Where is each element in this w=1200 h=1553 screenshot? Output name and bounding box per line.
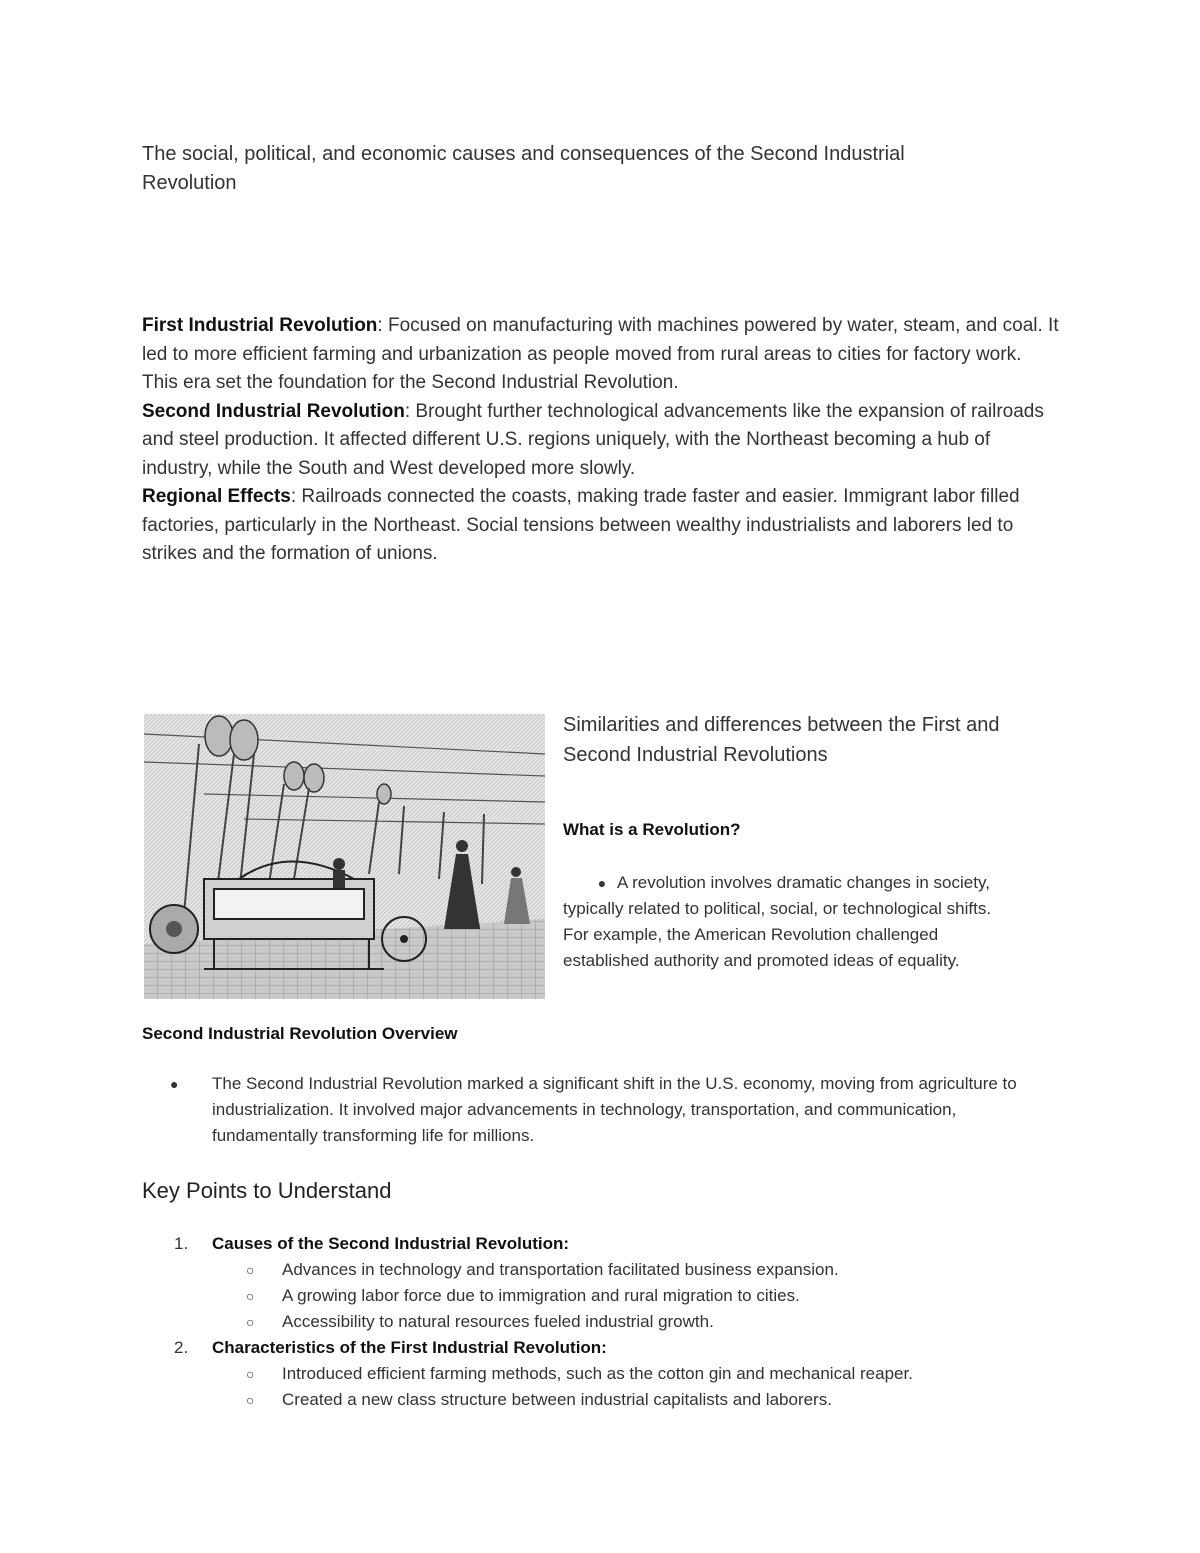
revolution-sidebar <box>563 710 1043 970</box>
list-number: 1. <box>174 1234 189 1253</box>
sub-list-item <box>142 1257 1082 1283</box>
intro-text: : Focused on manufacturing with machines powered by water, steam, and coal. It led to more efficient farming and urbanization as people moved from rural areas to cities for factory work. This era set the foundation for the Second Industrial Revolution. <box>142 315 1059 393</box>
key-point-item <box>142 1231 1082 1257</box>
page-title: The social, political, and economic causes and consequences of the Second Industrial Revolution <box>142 143 905 194</box>
key-points-list <box>142 1231 1082 1413</box>
sub-list-item <box>142 1283 1082 1309</box>
intro-section <box>142 312 1062 569</box>
intro-term: First Industrial Revolution <box>142 315 378 336</box>
bullet-icon: ● <box>170 1076 179 1092</box>
circle-bullet-icon: ○ <box>246 1288 255 1304</box>
side-bullet-item <box>563 870 1003 974</box>
sub-list-item-text: Accessibility to natural resources fueled industrial growth. <box>282 1312 714 1331</box>
intro-term: Regional Effects <box>142 486 291 507</box>
circle-bullet-icon: ○ <box>246 1392 255 1408</box>
sub-list-item-text: Advances in technology and transportation facilitated business expansion. <box>282 1260 839 1279</box>
circle-bullet-icon: ○ <box>246 1314 255 1330</box>
intro-text: : Railroads connected the coasts, making trade faster and easier. Immigrant labor filled factories, particularly in the Northeast. Social tensions between wealthy industrialists and laborers led to strikes and the formation of unions. <box>142 486 1020 564</box>
side-question: What is a Revolution? <box>563 820 741 839</box>
circle-bullet-icon: ○ <box>246 1366 255 1382</box>
intro-paragraph <box>142 398 1062 484</box>
circle-bullet-icon: ○ <box>246 1262 255 1278</box>
intro-term: Second Industrial Revolution <box>142 400 405 422</box>
list-item <box>142 1071 1062 1149</box>
list-number: 2. <box>174 1338 189 1357</box>
bullet-icon: ● <box>597 875 607 891</box>
key-point-title: Causes of the Second Industrial Revolution: <box>212 1234 570 1253</box>
key-point-item <box>142 1335 1082 1361</box>
sub-list-item <box>142 1361 1082 1387</box>
power-loom-illustration <box>144 714 545 999</box>
sub-list-item-text: Introduced efficient farming methods, such as the cotton gin and mechanical reaper. <box>282 1364 913 1383</box>
intro-paragraph <box>142 312 1062 398</box>
list-item-text: The Second Industrial Revolution marked a significant shift in the U.S. economy, moving from agriculture to industrialization. It involved major advancements in technology, transportation, and communication, fundamentally transforming life for millions. <box>212 1074 1017 1145</box>
overview-list <box>142 1071 1062 1149</box>
key-points-heading: Key Points to Understand <box>142 1178 392 1203</box>
side-bullet-text: A revolution involves dramatic changes in society, typically related to political, social, or technological shifts. For example, the American Revolution challenged established authority and promoted ideas of equality. <box>563 873 992 970</box>
key-point-title: Characteristics of the First Industrial Revolution: <box>212 1338 607 1357</box>
loom-engraving <box>144 714 545 999</box>
intro-text: : Brought further technological advancements like the expansion of railroads and steel production. It affected different U.S. regions uniquely, with the Northeast becoming a hub of industry, while the South and West developed more slowly. <box>142 400 1044 479</box>
sub-list-item-text: Created a new class structure between industrial capitalists and laborers. <box>282 1390 832 1409</box>
sub-list-item <box>142 1309 1082 1335</box>
overview-heading: Second Industrial Revolution Overview <box>142 1024 458 1043</box>
sub-list-item-text: A growing labor force due to immigration and rural migration to cities. <box>282 1286 800 1305</box>
sub-list-item <box>142 1387 1082 1413</box>
intro-paragraph <box>142 483 1062 569</box>
side-heading: Similarities and differences between the First and Second Industrial Revolutions <box>563 714 1000 766</box>
